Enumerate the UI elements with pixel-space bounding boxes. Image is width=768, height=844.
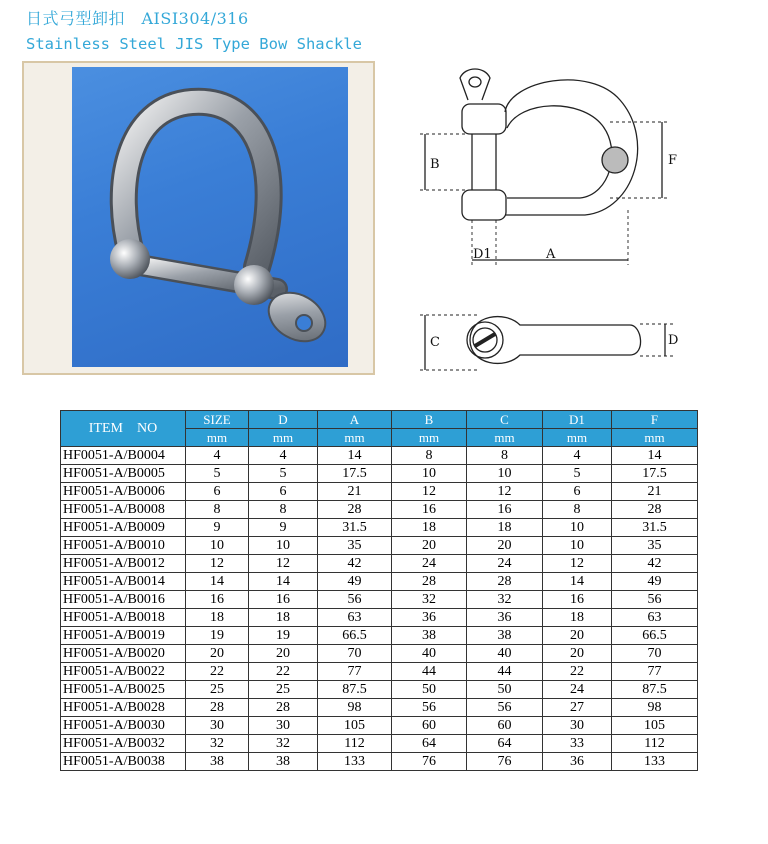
cell-c: 16 [467,501,543,519]
table-row [61,519,698,537]
cell-f: 98 [612,699,698,717]
cell-b: 28 [392,573,467,591]
cell-b: 20 [392,537,467,555]
cell-d: 6 [249,483,318,501]
cell-item-no: HF0051-A/B0004 [61,447,186,465]
cell-d1: 14 [543,573,612,591]
header-d: D [249,411,318,429]
cell-item-no: HF0051-A/B0009 [61,519,186,537]
cell-d: 5 [249,465,318,483]
cell-a: 112 [318,735,392,753]
table-row [61,537,698,555]
cell-b: 24 [392,555,467,573]
cell-size: 8 [186,501,249,519]
cell-a: 63 [318,609,392,627]
cell-b: 38 [392,627,467,645]
cell-f: 70 [612,645,698,663]
cell-a: 28 [318,501,392,519]
cell-size: 30 [186,717,249,735]
cell-c: 20 [467,537,543,555]
unit-f: mm [612,429,698,447]
cell-size: 20 [186,645,249,663]
cell-a: 98 [318,699,392,717]
cell-f: 66.5 [612,627,698,645]
cell-d1: 5 [543,465,612,483]
cell-d1: 12 [543,555,612,573]
cell-item-no: HF0051-A/B0028 [61,699,186,717]
cell-d1: 24 [543,681,612,699]
table-row [61,699,698,717]
table-row [61,735,698,753]
cell-d: 4 [249,447,318,465]
cell-c: 28 [467,573,543,591]
cell-size: 28 [186,699,249,717]
cell-f: 28 [612,501,698,519]
cell-a: 56 [318,591,392,609]
cell-a: 21 [318,483,392,501]
cell-c: 8 [467,447,543,465]
cell-d: 10 [249,537,318,555]
cell-item-no: HF0051-A/B0016 [61,591,186,609]
unit-b: mm [392,429,467,447]
unit-d1: mm [543,429,612,447]
header-a: A [318,411,392,429]
cell-c: 64 [467,735,543,753]
unit-c: mm [467,429,543,447]
header-d1: D1 [543,411,612,429]
cell-item-no: HF0051-A/B0032 [61,735,186,753]
cell-d: 18 [249,609,318,627]
label-D1: D1 [473,247,492,262]
cell-c: 10 [467,465,543,483]
cell-size: 9 [186,519,249,537]
cell-a: 42 [318,555,392,573]
cell-d: 25 [249,681,318,699]
cell-c: 36 [467,609,543,627]
table-row [61,555,698,573]
cell-f: 49 [612,573,698,591]
cell-item-no: HF0051-A/B0019 [61,627,186,645]
cell-d: 19 [249,627,318,645]
table-row [61,627,698,645]
cell-size: 16 [186,591,249,609]
cell-a: 49 [318,573,392,591]
cell-f: 31.5 [612,519,698,537]
cell-b: 12 [392,483,467,501]
cell-d1: 30 [543,717,612,735]
cell-b: 50 [392,681,467,699]
table-row [61,681,698,699]
cell-d1: 18 [543,609,612,627]
cell-c: 40 [467,645,543,663]
cell-f: 56 [612,591,698,609]
cell-d1: 27 [543,699,612,717]
table-row [61,573,698,591]
cell-size: 32 [186,735,249,753]
header-item-no: ITEM NO [61,411,186,447]
cell-b: 40 [392,645,467,663]
cell-size: 10 [186,537,249,555]
cell-a: 14 [318,447,392,465]
cell-b: 76 [392,753,467,771]
header-b: B [392,411,467,429]
cell-f: 63 [612,609,698,627]
label-A: A [546,247,556,262]
cell-f: 35 [612,537,698,555]
table-row [61,483,698,501]
table-row [61,591,698,609]
cell-b: 56 [392,699,467,717]
cell-d1: 22 [543,663,612,681]
technical-drawing [410,60,710,394]
header-size: SIZE [186,411,249,429]
cell-c: 24 [467,555,543,573]
cell-a: 66.5 [318,627,392,645]
cell-b: 44 [392,663,467,681]
cell-d1: 36 [543,753,612,771]
cell-d1: 20 [543,627,612,645]
cell-d: 38 [249,753,318,771]
cell-size: 25 [186,681,249,699]
cell-a: 105 [318,717,392,735]
product-photo-frame [22,61,375,375]
cell-c: 50 [467,681,543,699]
cell-d1: 10 [543,537,612,555]
cell-d1: 4 [543,447,612,465]
cell-b: 60 [392,717,467,735]
cell-f: 133 [612,753,698,771]
header-f: F [612,411,698,429]
cell-f: 42 [612,555,698,573]
cell-b: 32 [392,591,467,609]
label-B: B [430,157,440,172]
cell-d1: 20 [543,645,612,663]
cell-b: 16 [392,501,467,519]
cell-size: 18 [186,609,249,627]
cell-d: 12 [249,555,318,573]
cell-item-no: HF0051-A/B0038 [61,753,186,771]
table-row [61,645,698,663]
cell-d1: 33 [543,735,612,753]
cell-item-no: HF0051-A/B0005 [61,465,186,483]
cell-c: 12 [467,483,543,501]
header-c: C [467,411,543,429]
label-C: C [430,335,440,350]
cell-size: 22 [186,663,249,681]
cell-item-no: HF0051-A/B0012 [61,555,186,573]
cell-d: 32 [249,735,318,753]
cell-item-no: HF0051-A/B0030 [61,717,186,735]
cell-c: 60 [467,717,543,735]
table-row [61,663,698,681]
cell-a: 77 [318,663,392,681]
cell-d: 30 [249,717,318,735]
cell-a: 17.5 [318,465,392,483]
title-chinese: 日式弓型卸扣 AISI304/316 [26,9,249,28]
cell-item-no: HF0051-A/B0020 [61,645,186,663]
cell-f: 87.5 [612,681,698,699]
table-row [61,609,698,627]
shackle-dimension-drawing [410,60,710,390]
cell-b: 36 [392,609,467,627]
table-row [61,717,698,735]
specification-table [60,410,698,771]
cell-b: 18 [392,519,467,537]
cell-d: 8 [249,501,318,519]
cell-size: 19 [186,627,249,645]
cell-size: 6 [186,483,249,501]
cell-a: 70 [318,645,392,663]
cell-item-no: HF0051-A/B0014 [61,573,186,591]
cell-d: 16 [249,591,318,609]
cell-d: 14 [249,573,318,591]
cell-size: 4 [186,447,249,465]
cell-item-no: HF0051-A/B0018 [61,609,186,627]
cell-c: 44 [467,663,543,681]
cell-f: 112 [612,735,698,753]
cell-size: 38 [186,753,249,771]
cell-f: 21 [612,483,698,501]
cell-d1: 16 [543,591,612,609]
cell-f: 17.5 [612,465,698,483]
cell-a: 31.5 [318,519,392,537]
table-row [61,465,698,483]
shackle-photo-illustration [72,67,348,367]
table-row [61,501,698,519]
product-photo [72,67,348,367]
cell-d1: 6 [543,483,612,501]
cell-d: 28 [249,699,318,717]
cell-size: 12 [186,555,249,573]
cell-c: 76 [467,753,543,771]
cell-d: 20 [249,645,318,663]
cell-d1: 10 [543,519,612,537]
cell-b: 10 [392,465,467,483]
cell-c: 56 [467,699,543,717]
cell-f: 14 [612,447,698,465]
cell-d: 22 [249,663,318,681]
unit-size: mm [186,429,249,447]
cell-item-no: HF0051-A/B0025 [61,681,186,699]
table-row [61,447,698,465]
cell-item-no: HF0051-A/B0008 [61,501,186,519]
cell-a: 133 [318,753,392,771]
cell-size: 5 [186,465,249,483]
title-english: Stainless Steel JIS Type Bow Shackle [26,35,362,53]
cell-a: 35 [318,537,392,555]
unit-a: mm [318,429,392,447]
cell-d1: 8 [543,501,612,519]
cell-f: 105 [612,717,698,735]
table-row [61,753,698,771]
cell-size: 14 [186,573,249,591]
cell-b: 8 [392,447,467,465]
label-D: D [668,333,679,348]
cell-c: 38 [467,627,543,645]
cell-b: 64 [392,735,467,753]
cell-d: 9 [249,519,318,537]
cell-c: 32 [467,591,543,609]
cell-item-no: HF0051-A/B0006 [61,483,186,501]
cell-item-no: HF0051-A/B0022 [61,663,186,681]
cell-a: 87.5 [318,681,392,699]
label-F: F [668,153,678,168]
cell-item-no: HF0051-A/B0010 [61,537,186,555]
cell-f: 77 [612,663,698,681]
cell-c: 18 [467,519,543,537]
unit-d: mm [249,429,318,447]
